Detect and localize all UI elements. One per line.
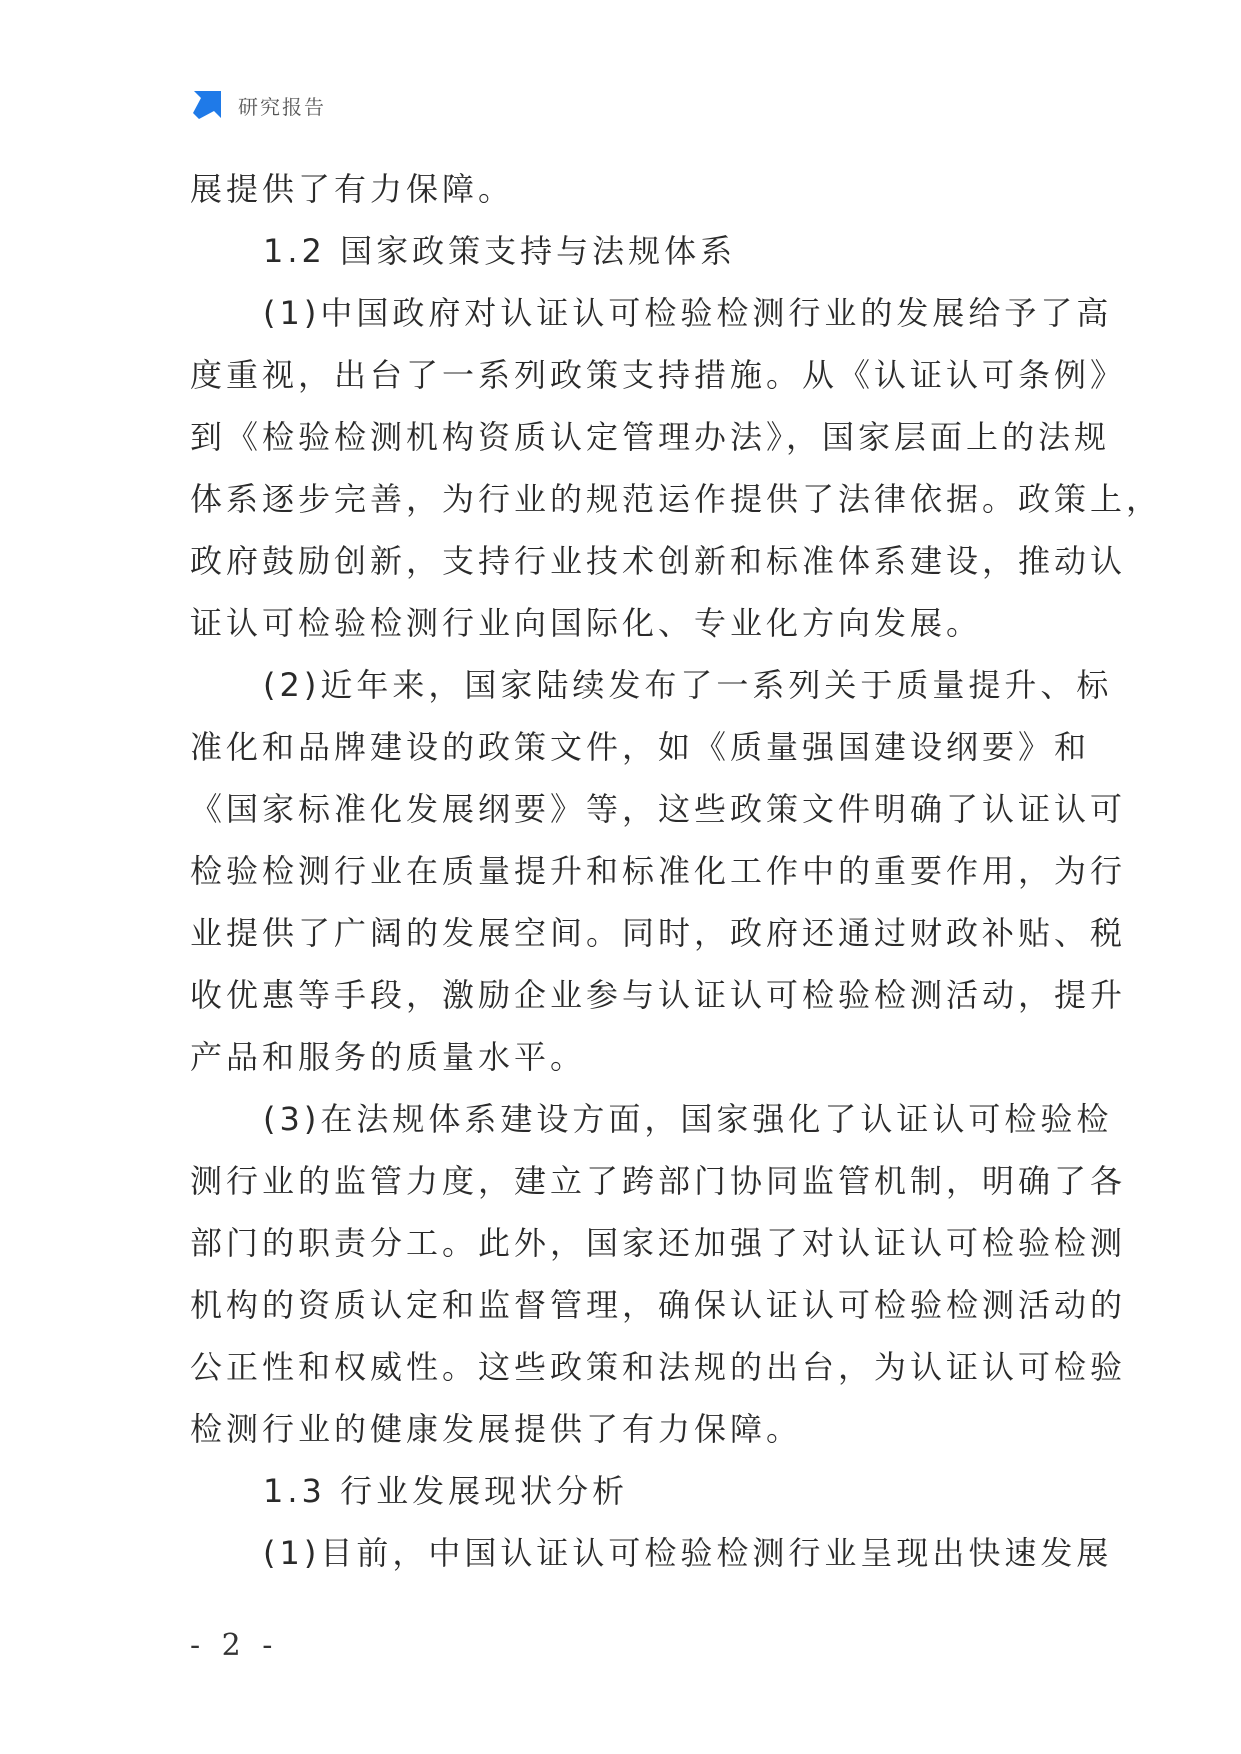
text-line: 机构的资质认定和监督管理，确保认证认可检验检测活动的 (190, 1286, 1127, 1324)
text-line: 证认可检验检测行业向国际化、专业化方向发展。 (190, 604, 983, 642)
page-number: - 2 - (190, 1628, 279, 1663)
text-line: 到《检验检测机构资质认定管理办法》，国家层面上的法规 (190, 418, 1111, 456)
header-label: 研究报告 (238, 94, 326, 119)
text-line: 部门的职责分工。此外，国家还加强了对认证认可检验检测 (190, 1224, 1127, 1262)
text-line: 检验检测行业在质量提升和标准化工作中的重要作用，为行 (190, 852, 1127, 890)
text-line: 测行业的监管力度，建立了跨部门协同监管机制，明确了各 (190, 1162, 1127, 1200)
text-line: 度重视，出台了一系列政策支持措施。从《认证认可条例》 (190, 356, 1127, 394)
text-line: 体系逐步完善，为行业的规范运作提供了法律依据。政策上， (190, 480, 1163, 518)
section-heading: 1.2 国家政策支持与法规体系 (263, 232, 737, 270)
text-line: 产品和服务的质量水平。 (190, 1038, 587, 1076)
text-line: (1)目前，中国认证认可检验检测行业呈现出快速发展 (263, 1534, 1113, 1572)
section-heading: 1.3 行业发展现状分析 (263, 1472, 629, 1510)
text-line: 公正性和权威性。这些政策和法规的出台，为认证认可检验 (190, 1348, 1127, 1386)
text-line: 收优惠等手段，激励企业参与认证认可检验检测活动，提升 (190, 976, 1127, 1014)
text-line: 检测行业的健康发展提供了有力保障。 (190, 1410, 803, 1448)
text-line: 展提供了有力保障。 (190, 170, 515, 208)
document-body (190, 158, 1163, 1584)
text-line: (3)在法规体系建设方面，国家强化了认证认可检验检 (263, 1100, 1113, 1138)
text-line: (1)中国政府对认证认可检验检测行业的发展给予了高 (263, 294, 1113, 332)
text-line: 准化和品牌建设的政策文件，如《质量强国建设纲要》和 (190, 728, 1091, 766)
text-line: 业提供了广阔的发展空间。同时，政府还通过财政补贴、税 (190, 914, 1127, 952)
text-line: 政府鼓励创新，支持行业技术创新和标准体系建设，推动认 (190, 542, 1127, 580)
diagonal-arrow-icon (190, 88, 224, 122)
text-line: (2)近年来，国家陆续发布了一系列关于质量提升、标 (263, 666, 1113, 704)
report-header (190, 88, 326, 122)
text-line: 《国家标准化发展纲要》等，这些政策文件明确了认证认可 (190, 790, 1127, 828)
